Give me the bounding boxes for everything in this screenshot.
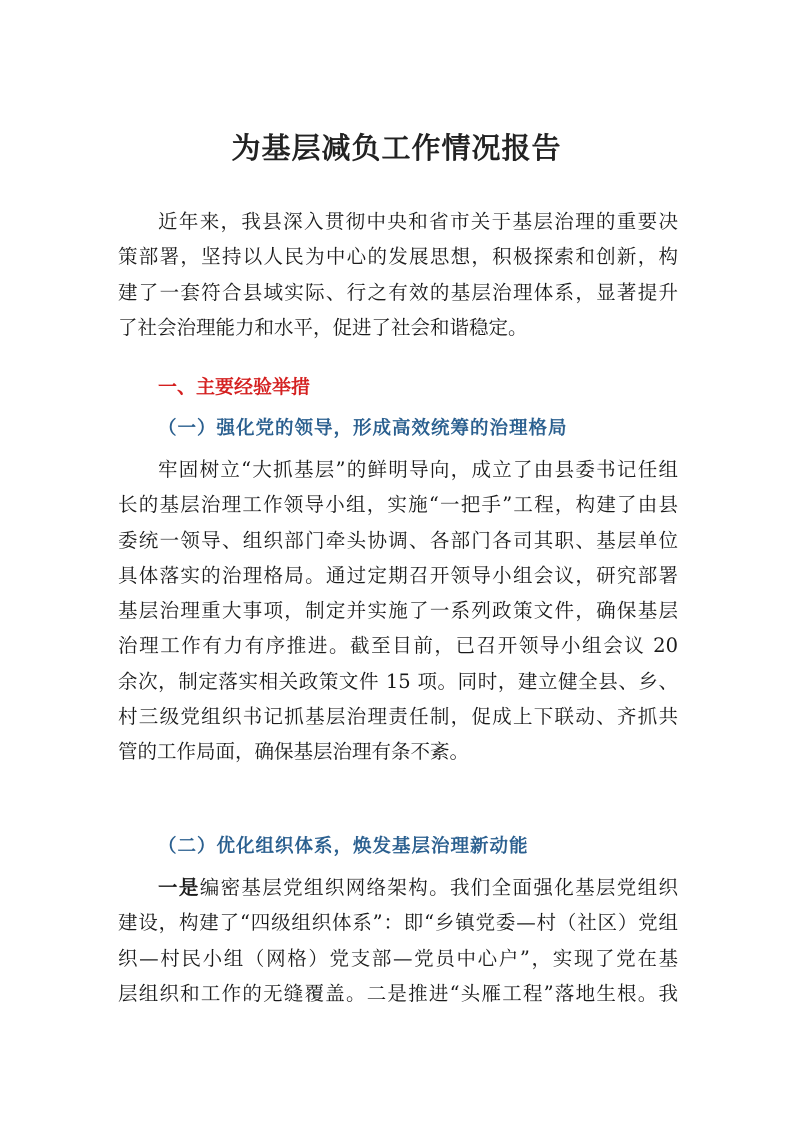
body-line: 村三级党组织书记抓基层治理责任制，促成上下联动、齐抓共 [118,705,678,729]
body-line: 建设，构建了“四级组织体系”：即“乡镇党委—村（社区）党组 [118,911,678,935]
body-line: 牢固树立“大抓基层”的鲜明导向，成立了由县委书记任组 [158,458,678,481]
body-line: 管的工作局面，确保基层治理有条不紊。 [118,740,470,764]
subsection-1-paragraph [118,452,678,770]
body-line: 长的基层治理工作领导小组，实施“一把手”工程，构建了由县 [118,493,678,517]
intro-line: 策部署，坚持以人民为中心的发展思想，积极探索和创新，构 [118,245,678,269]
body-text: 编密基层党组织网络架构。我们全面强化基层党组织 [199,876,678,899]
intro-paragraph [118,204,678,345]
document-title: 为基层减负工作情况报告 [231,131,562,165]
subsection-heading-2: （二）优化组织体系，焕发基层治理新动能 [158,836,529,857]
body-line: 具体落实的治理格局。通过定期召开领导小组会议，研究部署 [118,563,678,587]
body-line: 余次，制定落实相关政策文件 15 项。同时，建立健全县、乡、 [118,669,678,693]
body-line [118,870,678,905]
subsection-2-paragraph [118,870,678,1011]
body-line: 治理工作有力有序推进。截至目前，已召开领导小组会议 20 [118,634,678,658]
body-line: 层组织和工作的无缝覆盖。二是推进“头雁工程”落地生根。我 [118,981,678,1005]
intro-line: 建了一套符合县域实际、行之有效的基层治理体系，显著提升 [118,280,678,304]
lead-phrase: 一是 [158,876,200,899]
intro-line: 近年来，我县深入贯彻中央和省市关于基层治理的重要决 [158,210,678,233]
body-line: 委统一领导、组织部门牵头协调、各部门各司其职、基层单位 [118,528,678,552]
intro-line: 了社会治理能力和水平，促进了社会和谐稳定。 [118,315,528,339]
body-line: 织—村民小组（网格）党支部—党员中心户”，实现了党在基 [118,946,678,970]
body-line: 基层治理重大事项，制定并实施了一系列政策文件，确保基层 [118,599,678,623]
subsection-heading-1: （一）强化党的领导，形成高效统筹的治理格局 [158,418,568,439]
section-heading-1: 一、主要经验举措 [158,376,311,398]
